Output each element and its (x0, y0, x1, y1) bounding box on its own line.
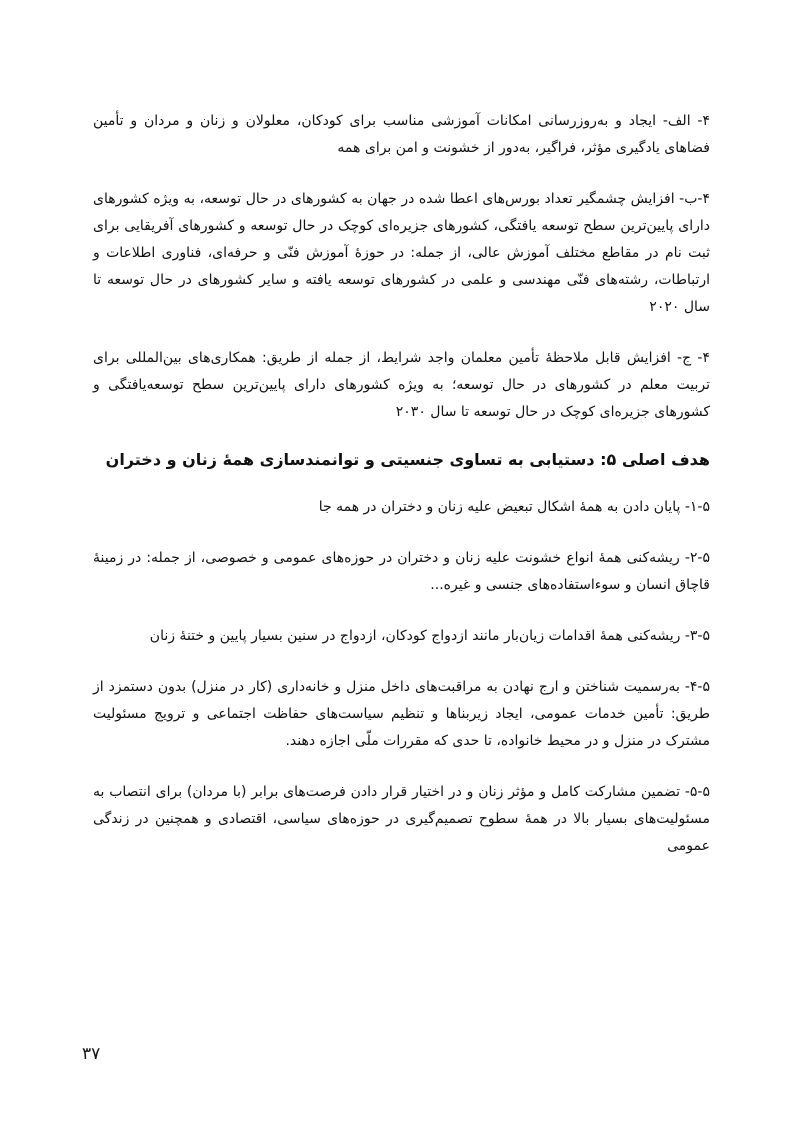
goal-5-heading: هدف اصلی ۵: دستیابی به تساوی جنسیتی و توانمندسازی همهٔ زنان و دختران (105, 450, 710, 469)
paragraph-4c: ۴- ج- افزایش قابل ملاحظهٔ تأمین معلمان واجد شرایط، از جمله از طریق: همکاری‌های بین‌المللی برای تربیت معلم در کشورهای در حال توسعه؛ به ویژه کشورهای دارای پایین‌ترین سطح توسعه‌یافتگی و کشورهای جزیره‌ای کوچک در حال توسعه تا سال ۲۰۳۰ (93, 350, 710, 420)
target-5-5: ۵-۵- تضمین مشارکت کامل و مؤثر زنان و در اختیار قرار دادن فرصت‌های برابر (با مردان) برای انتصاب به مسئولیت‌های بسیار بالا در همهٔ سطوح تصمیم‌گیری در حوزه‌های سیاسی، اقتصادی و همچنین در زندگی عمومی (93, 784, 710, 854)
page-number: ۳۷ (82, 1044, 101, 1064)
page-content (93, 108, 710, 860)
paragraph-4b: ۴-ب- افزایش چشمگیر تعداد بورس‌های اعطا شده در جهان به کشورهای در حال توسعه، به ویژه کشورهای دارای پایین‌ترین سطح توسعه یافتگی، کشورهای جزیره‌ای کوچک در حال توسعه و کشورهای آفریقایی برای ثبت نام در مقاطع مختلف آموزش عالی، از جمله: در حوزهٔ آموزش فنّی و حرفه‌ای، فناوری اطلاعات و ارتباطات، رشته‌های فنّی مهندسی و علمی در کشورهای توسعه یافته و سایر کشورهای در حال توسعه تا سال ۲۰۲۰ (93, 191, 710, 315)
spacer (93, 650, 710, 674)
spacer (93, 426, 710, 446)
target-5-4: ۴-۵- به‌رسمیت شناختن و ارج نهادن به مراقبت‌های داخل منزل و خانه‌داری (کار در منزل) بدون دستمزد از طریق: تأمین خدمات عمومی، ایجاد زیربناها و تنظیم سیاست‌های حفاظت اجتماعی و ترویج مسئولیت مشترک در منزل و در محیط خانواده، تا حدی که مقررات ملّی اجازه دهند. (93, 679, 710, 749)
target-5-1: ۱-۵- پایان دادن به همهٔ اشکال تبعیض علیه زنان و دختران در همه جا (318, 499, 710, 515)
spacer (93, 162, 710, 186)
spacer (93, 599, 710, 623)
target-5-2: ۲-۵- ریشه‌کنی همهٔ انواع خشونت علیه زنان و دختران در حوزه‌های عمومی و خصوصی، از جمله: در زمینهٔ قاچاق انسان و سوءاستفاده‌های جنسی و غیره... (93, 550, 710, 593)
paragraph-4a: ۴- الف- ایجاد و به‌روزرسانی امکانات آموزشی مناسب برای کودکان، معلولان و زنان و مردان و تأمین فضاهای یادگیری مؤثر، فراگیر، به‌دور از خشونت و امن برای همه (93, 113, 710, 156)
target-5-3: ۳-۵- ریشه‌کنی همهٔ اقدامات زیان‌بار مانند ازدواج کودکان، ازدواج در سنین بسیار پایین و ختنهٔ زنان (149, 628, 710, 644)
spacer (93, 321, 710, 345)
spacer (93, 521, 710, 545)
spacer (93, 474, 710, 494)
spacer (93, 755, 710, 779)
